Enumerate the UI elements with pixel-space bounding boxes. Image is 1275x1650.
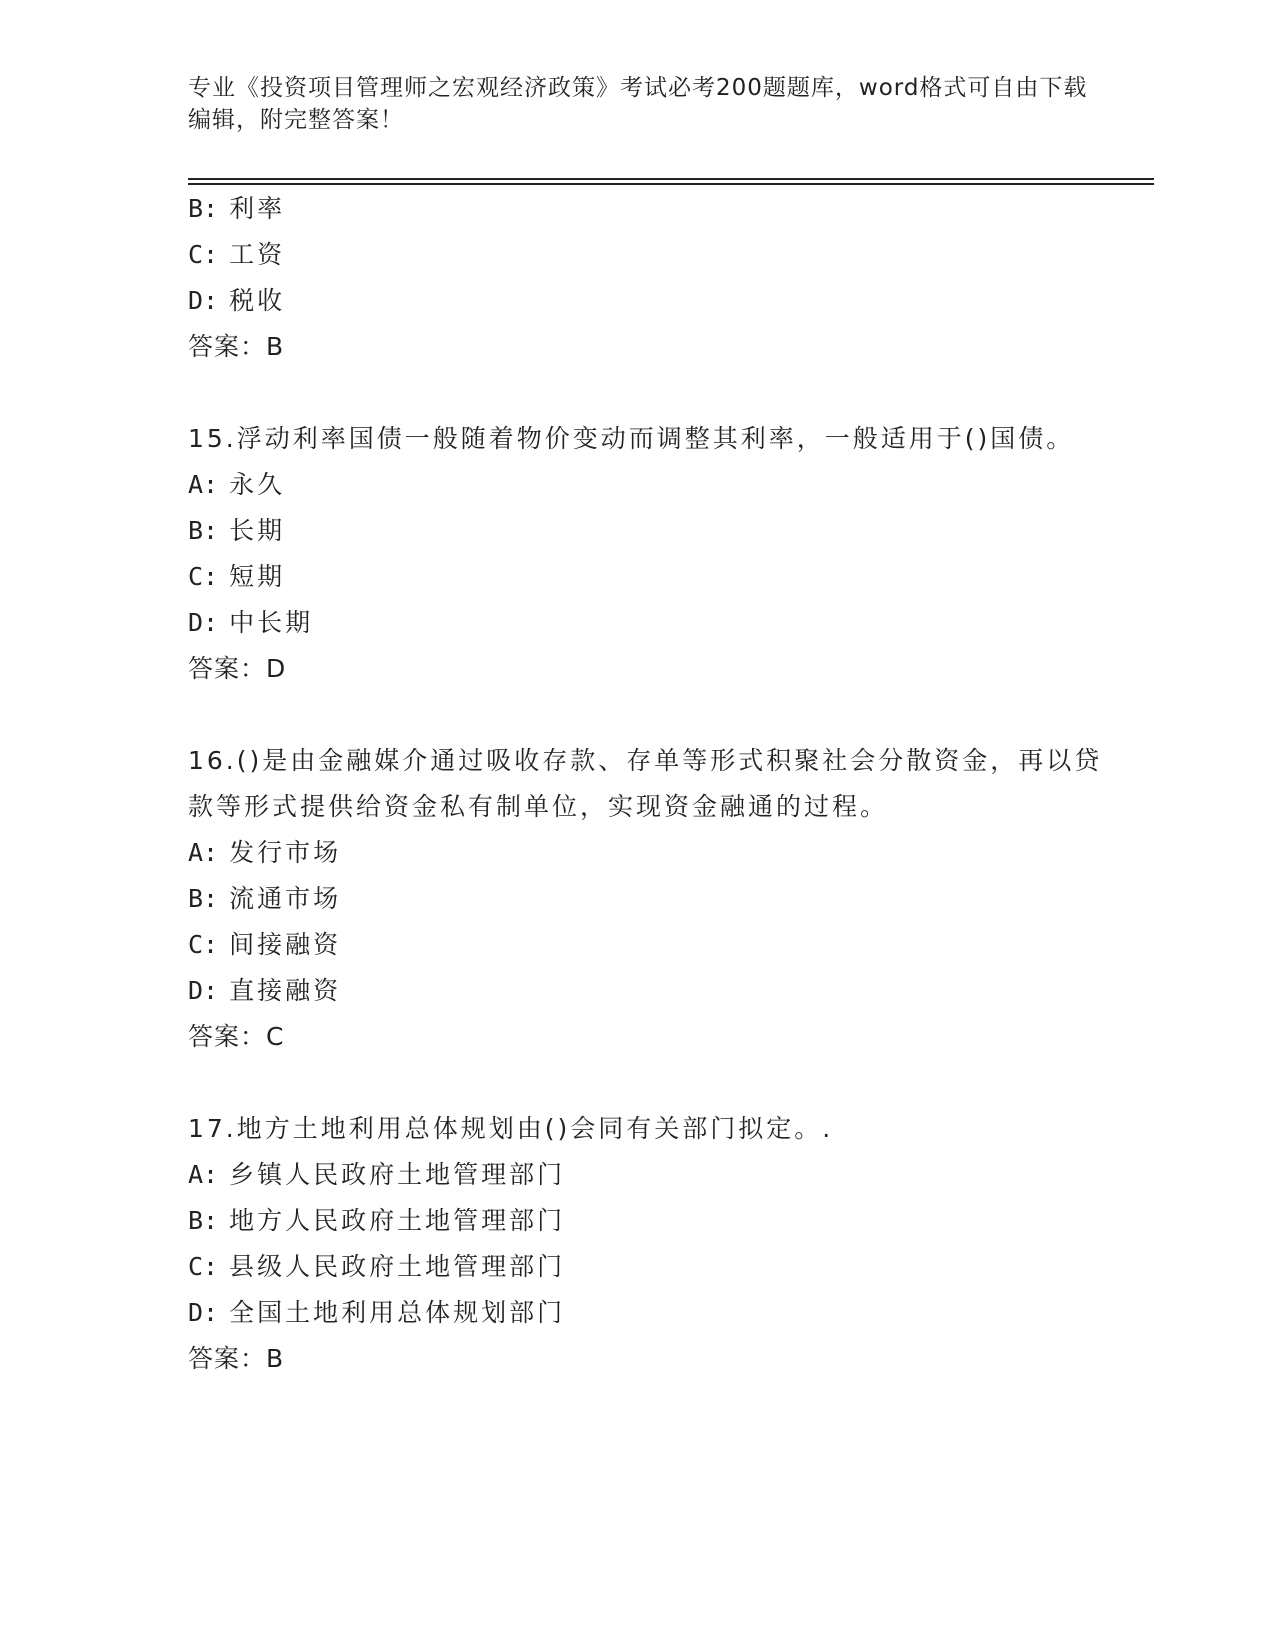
question-stem: 15.浮动利率国债一般随着物价变动而调整其利率，一般适用于()国债。 bbox=[188, 424, 1075, 453]
question-stem: 16.()是由金融媒介通过吸收存款、存单等形式积聚社会分散资金，再以贷款等形式提供给资金私有制单位，实现资金融通的过程。 bbox=[188, 746, 1103, 821]
option-letter: A: bbox=[188, 838, 219, 867]
question-16 bbox=[188, 738, 1108, 1060]
answer-line: 答案：D bbox=[188, 654, 287, 683]
spacer bbox=[188, 1060, 1108, 1106]
option-text: 利率 bbox=[229, 194, 286, 223]
option-item bbox=[188, 278, 1108, 324]
option-text: 发行市场 bbox=[229, 838, 342, 867]
option-letter: C: bbox=[188, 930, 219, 959]
option-letter: B: bbox=[188, 194, 219, 223]
option-item bbox=[188, 922, 1108, 968]
option-letter: A: bbox=[188, 1160, 219, 1189]
option-item bbox=[188, 1290, 1108, 1336]
option-item bbox=[188, 1198, 1108, 1244]
option-item bbox=[188, 1152, 1108, 1198]
option-text: 县级人民政府土地管理部门 bbox=[229, 1252, 566, 1281]
header-divider-bottom bbox=[188, 183, 1154, 185]
option-letter: D: bbox=[188, 608, 219, 637]
option-item bbox=[188, 186, 1108, 232]
option-item bbox=[188, 1244, 1108, 1290]
option-letter: C: bbox=[188, 562, 219, 591]
option-item bbox=[188, 600, 1108, 646]
answer-line: 答案：C bbox=[188, 1022, 285, 1051]
question-list bbox=[188, 186, 1108, 1382]
option-text: 乡镇人民政府土地管理部门 bbox=[229, 1160, 566, 1189]
option-item bbox=[188, 830, 1108, 876]
option-text: 全国土地利用总体规划部门 bbox=[229, 1298, 566, 1327]
option-text: 长期 bbox=[229, 516, 286, 545]
question-stem: 17.地方土地利用总体规划由()会同有关部门拟定。. bbox=[188, 1114, 834, 1143]
option-text: 税收 bbox=[229, 286, 286, 315]
spacer bbox=[188, 370, 1108, 416]
document-header: 专业《投资项目管理师之宏观经济政策》考试必考200题题库，word格式可自由下载编辑，附完整答案！ bbox=[188, 75, 1088, 133]
option-letter: C: bbox=[188, 240, 219, 269]
option-text: 永久 bbox=[229, 470, 286, 499]
option-letter: A: bbox=[188, 470, 219, 499]
option-text: 地方人民政府土地管理部门 bbox=[229, 1206, 566, 1235]
question-15 bbox=[188, 416, 1108, 692]
option-item bbox=[188, 876, 1108, 922]
option-text: 流通市场 bbox=[229, 884, 342, 913]
option-text: 直接融资 bbox=[229, 976, 342, 1005]
option-text: 短期 bbox=[229, 562, 286, 591]
option-letter: D: bbox=[188, 1298, 219, 1327]
option-item bbox=[188, 968, 1108, 1014]
option-text: 间接融资 bbox=[229, 930, 342, 959]
option-item bbox=[188, 232, 1108, 278]
carryover-block bbox=[188, 186, 1108, 370]
question-17 bbox=[188, 1106, 1108, 1382]
option-letter: C: bbox=[188, 1252, 219, 1281]
answer-line: 答案：B bbox=[188, 1344, 285, 1373]
option-letter: B: bbox=[188, 884, 219, 913]
option-letter: D: bbox=[188, 286, 219, 315]
spacer bbox=[188, 692, 1108, 738]
header-divider-top bbox=[188, 178, 1154, 180]
option-text: 中长期 bbox=[229, 608, 314, 637]
option-item bbox=[188, 462, 1108, 508]
option-letter: D: bbox=[188, 976, 219, 1005]
option-item bbox=[188, 554, 1108, 600]
option-letter: B: bbox=[188, 516, 219, 545]
option-text: 工资 bbox=[229, 240, 286, 269]
answer-line: 答案：B bbox=[188, 332, 285, 361]
option-letter: B: bbox=[188, 1206, 219, 1235]
option-item bbox=[188, 508, 1108, 554]
